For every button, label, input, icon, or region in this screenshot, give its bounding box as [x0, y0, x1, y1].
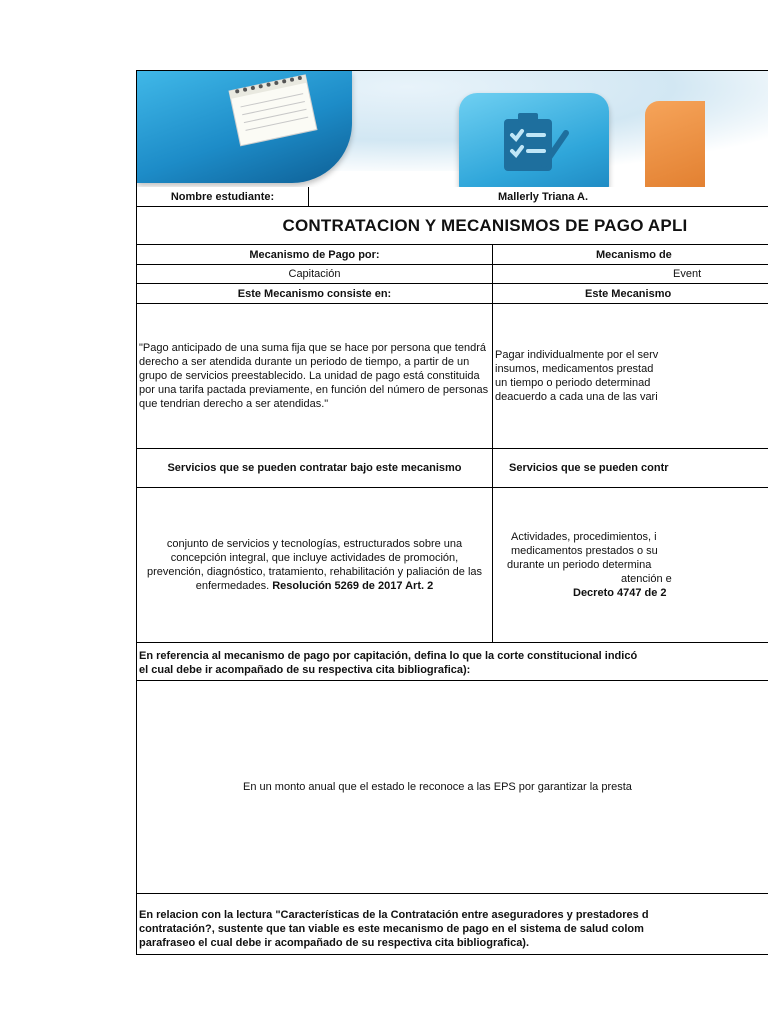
col2-consists-line: deacuerdo a cada una de las vari [495, 391, 658, 403]
spreadsheet-sheet [136, 70, 768, 955]
col2-consists-header: Este Mecanismo [493, 284, 768, 304]
col2-services-cell [493, 488, 768, 643]
document-title: CONTRATACION Y MECANISMOS DE PAGO APLI [282, 215, 688, 235]
col2-consists-line: Pagar individualmente por el serv [495, 349, 659, 361]
student-label: Nombre estudiante: [137, 187, 309, 207]
col2-consists-cell [493, 304, 768, 449]
student-name: Mallerly Triana A. [309, 187, 768, 207]
col1-services-cell [137, 488, 493, 643]
col1-mechanism-header: Mecanismo de Pago por: [137, 245, 493, 265]
notepad-icon [137, 71, 352, 183]
question1-answer: En un monto anual que el estado le reconoce a las EPS por garantizar la presta [243, 781, 632, 793]
question2-line: En relacion con la lectura "Características de la Contratación entre aseguradores y prestadores d [139, 909, 649, 921]
clipboard-tile [459, 93, 609, 187]
col2-services-line: medicamentos prestados o su [511, 545, 658, 557]
header-banner [137, 71, 768, 187]
col1-consists-header: Este Mecanismo consiste en: [137, 284, 493, 304]
col2-services-line: atención e [621, 573, 672, 585]
question1-line: el cual debe ir acompañado de su respectiva cita bibliografica): [139, 664, 471, 676]
notepad-tile [137, 71, 352, 183]
question1-line: En referencia al mecanismo de pago por capitación, defina lo que la corte constitucional indicó [139, 650, 638, 662]
document-title-cell [137, 207, 768, 245]
col1-services-text: conjunto de servicios y tecnologías, estructurados sobre una concepción integral, que incluye actividades de promoción, prevención, diagnóstico, tratamiento, rehabilitación y paliación de las enfermedades. [146, 538, 483, 592]
col2-services-ref: Decreto 4747 de 2 [573, 587, 667, 599]
col1-mechanism-name: Capitación [137, 265, 493, 284]
question2-line: parafraseo el cual debe ir acompañado de su respectiva cita bibliografica). [139, 937, 530, 949]
question1-prompt [137, 643, 768, 681]
col2-mechanism-header: Mecanismo de [493, 245, 768, 265]
col2-services-header: Servicios que se pueden contr [493, 449, 768, 488]
col2-services-line: Actividades, procedimientos, i [511, 531, 657, 543]
col1-consists-text: "Pago anticipado de una suma fija que se hace por persona que tendrá derecho a ser atendida durante un periodo de tiempo, a partir de un grupo de servicios preestablecido. La unidad de pago está constituida por una tarifa pactada previamente, en función del número de personas que tendrian derecho a ser atendidas." [139, 342, 489, 410]
col2-mechanism-name: Event [493, 265, 768, 284]
col2-consists-line: un tiempo o periodo determinad [495, 377, 651, 389]
orange-tile [645, 101, 705, 187]
col1-services-header: Servicios que se pueden contratar bajo este mecanismo [137, 449, 493, 488]
question2-line: contratación?, sustente que tan viable es este mecanismo de pago en el sistema de salud colom [139, 923, 644, 935]
question2-prompt [137, 894, 768, 955]
col1-services-ref: Resolución 5269 de 2017 Art. 2 [272, 580, 434, 592]
col2-services-line: durante un periodo determina [507, 559, 652, 571]
clipboard-check-icon [459, 93, 609, 187]
col2-consists-line: insumos, medicamentos prestad [495, 363, 654, 375]
question1-answer-cell[interactable] [137, 681, 768, 894]
col1-consists-cell [137, 304, 493, 449]
